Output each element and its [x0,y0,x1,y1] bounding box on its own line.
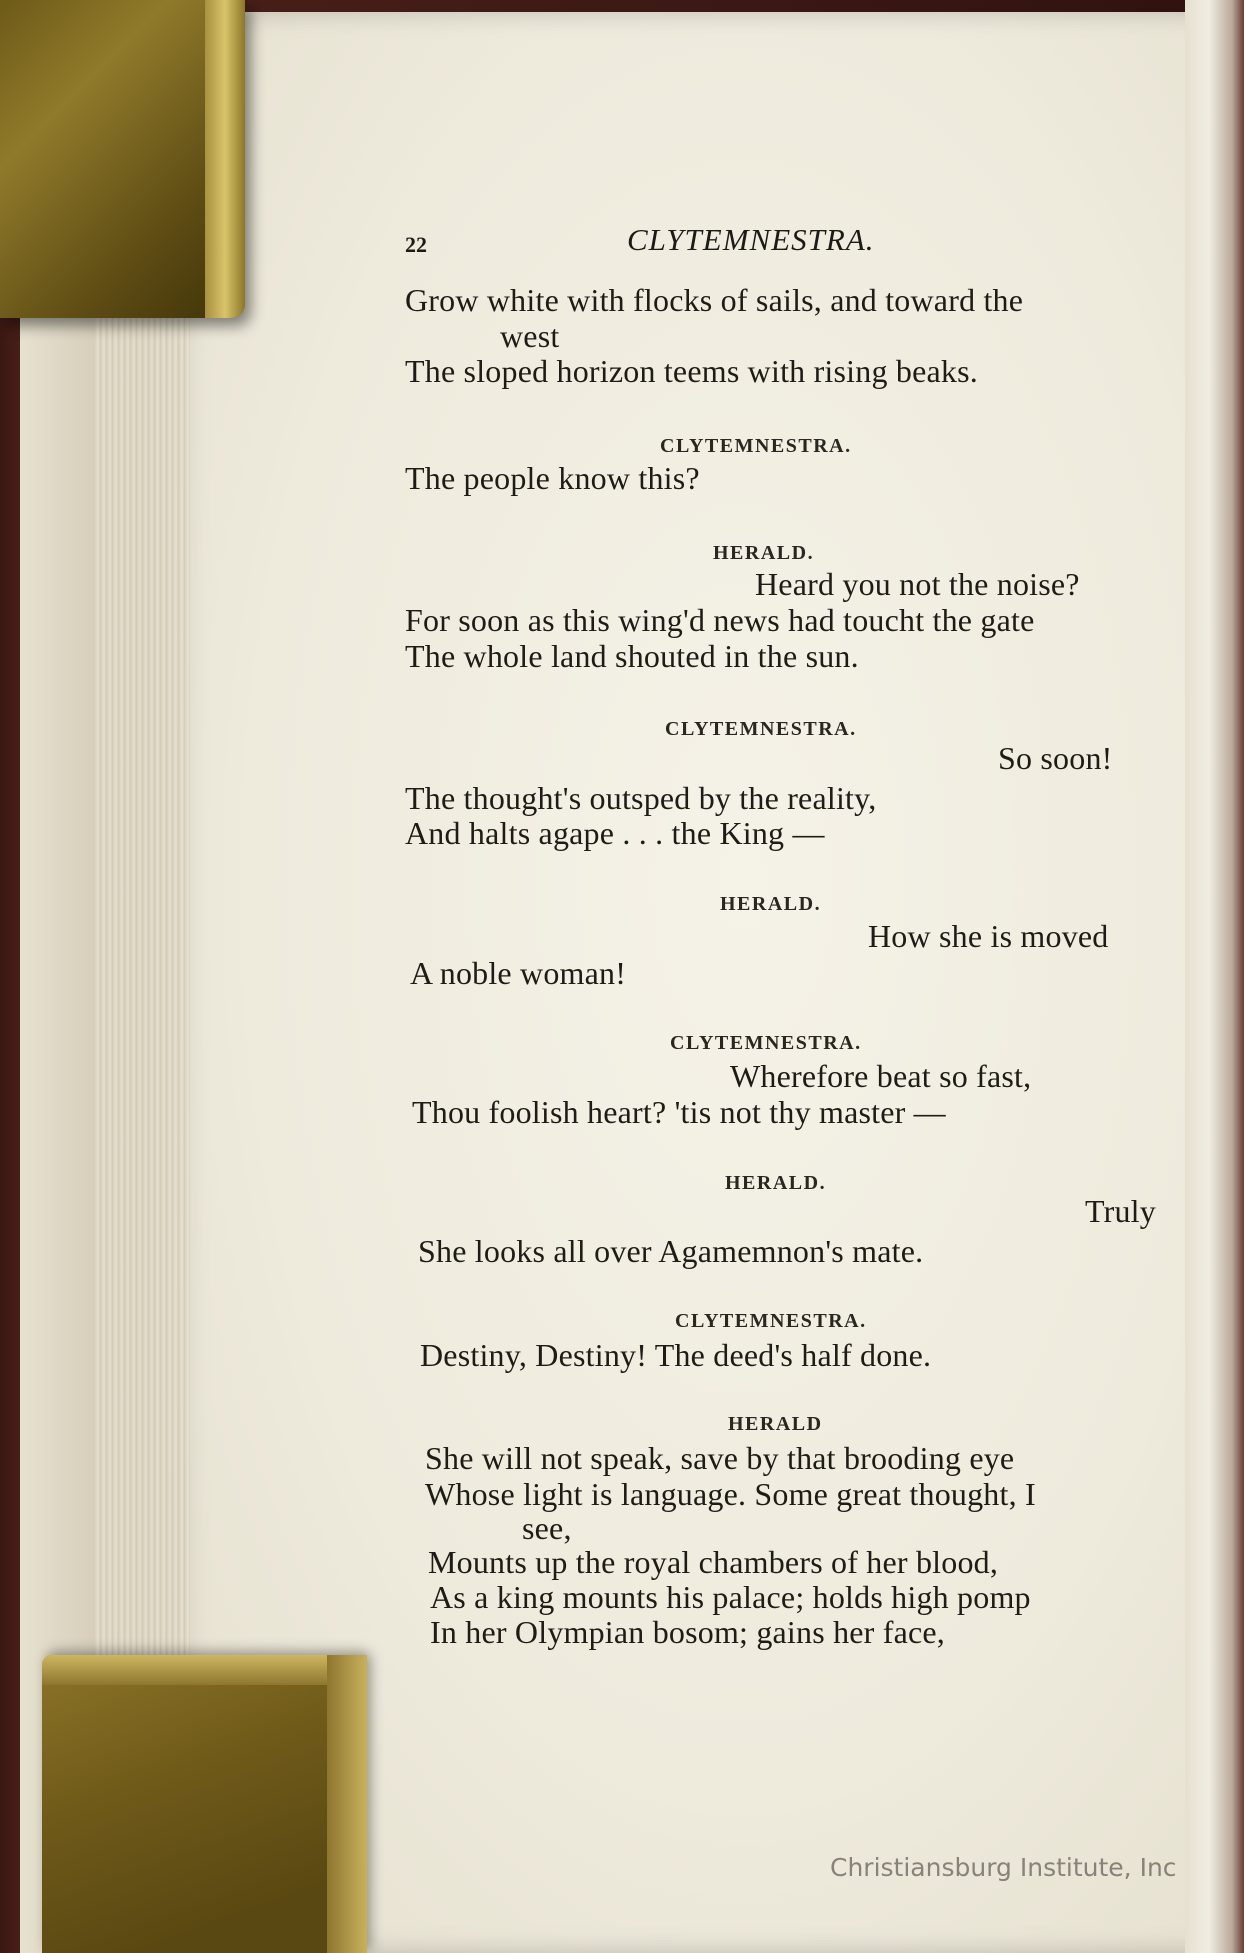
verse-line: And halts agape . . . the King — [405,815,825,851]
verse-line: Thou foolish heart? 'tis not thy master — [412,1094,946,1130]
verse-line: Whose light is language. Some great thought, I [425,1476,1036,1512]
verse-line: The thought's outsped by the reality, [405,780,877,816]
speaker-name: CLYTEMNESTRA. [660,435,852,457]
speaker-name: HERALD. [720,893,822,915]
verse-line: The people know this? [405,460,700,496]
verse-line: Mounts up the royal chambers of her blood, [428,1544,999,1580]
page-header [405,222,1165,262]
verse-line: The whole land shouted in the sun. [405,638,859,674]
speaker-name: CLYTEMNESTRA. [665,718,857,740]
verse-line: Heard you not the noise? [755,566,1080,602]
speaker-name: CLYTEMNESTRA. [675,1310,867,1332]
gold-clip-bottom [42,1655,367,1953]
verse-line: She will not speak, save by that brooding eye [425,1440,1015,1476]
verse-line: west [500,318,560,354]
speaker-name: HERALD. [713,542,815,564]
running-head: CLYTEMNESTRA. [627,222,875,257]
verse-line: Grow white with flocks of sails, and toward the [405,282,1024,318]
verse-line: Truly [1085,1193,1156,1229]
page-edges [95,260,190,1700]
verse-line: How she is moved [868,918,1109,954]
speaker-name: HERALD. [725,1172,827,1194]
verse-line: For soon as this wing'd news had toucht the gate [405,602,1035,638]
watermark-text: Christiansburg Institute, Inc [830,1853,1177,1882]
verse-line: Wherefore beat so fast, [730,1058,1032,1094]
right-page-edge [1185,0,1244,1953]
verse-line: As a king mounts his palace; holds high pomp [430,1579,1031,1615]
verse-line: In her Olympian bosom; gains her face, [430,1614,946,1650]
verse-line: Destiny, Destiny! The deed's half done. [420,1337,932,1373]
speaker-name: HERALD [728,1413,823,1435]
verse-line: The sloped horizon teems with rising beaks. [405,353,978,389]
gold-clip-top [0,0,245,318]
page-number: 22 [405,232,427,257]
verse-line: A noble woman! [410,955,627,991]
verse-line: see, [522,1510,572,1546]
verse-line: She looks all over Agamemnon's mate. [418,1233,924,1269]
speaker-name: CLYTEMNESTRA. [670,1032,862,1054]
verse-line: So soon! [998,740,1113,776]
